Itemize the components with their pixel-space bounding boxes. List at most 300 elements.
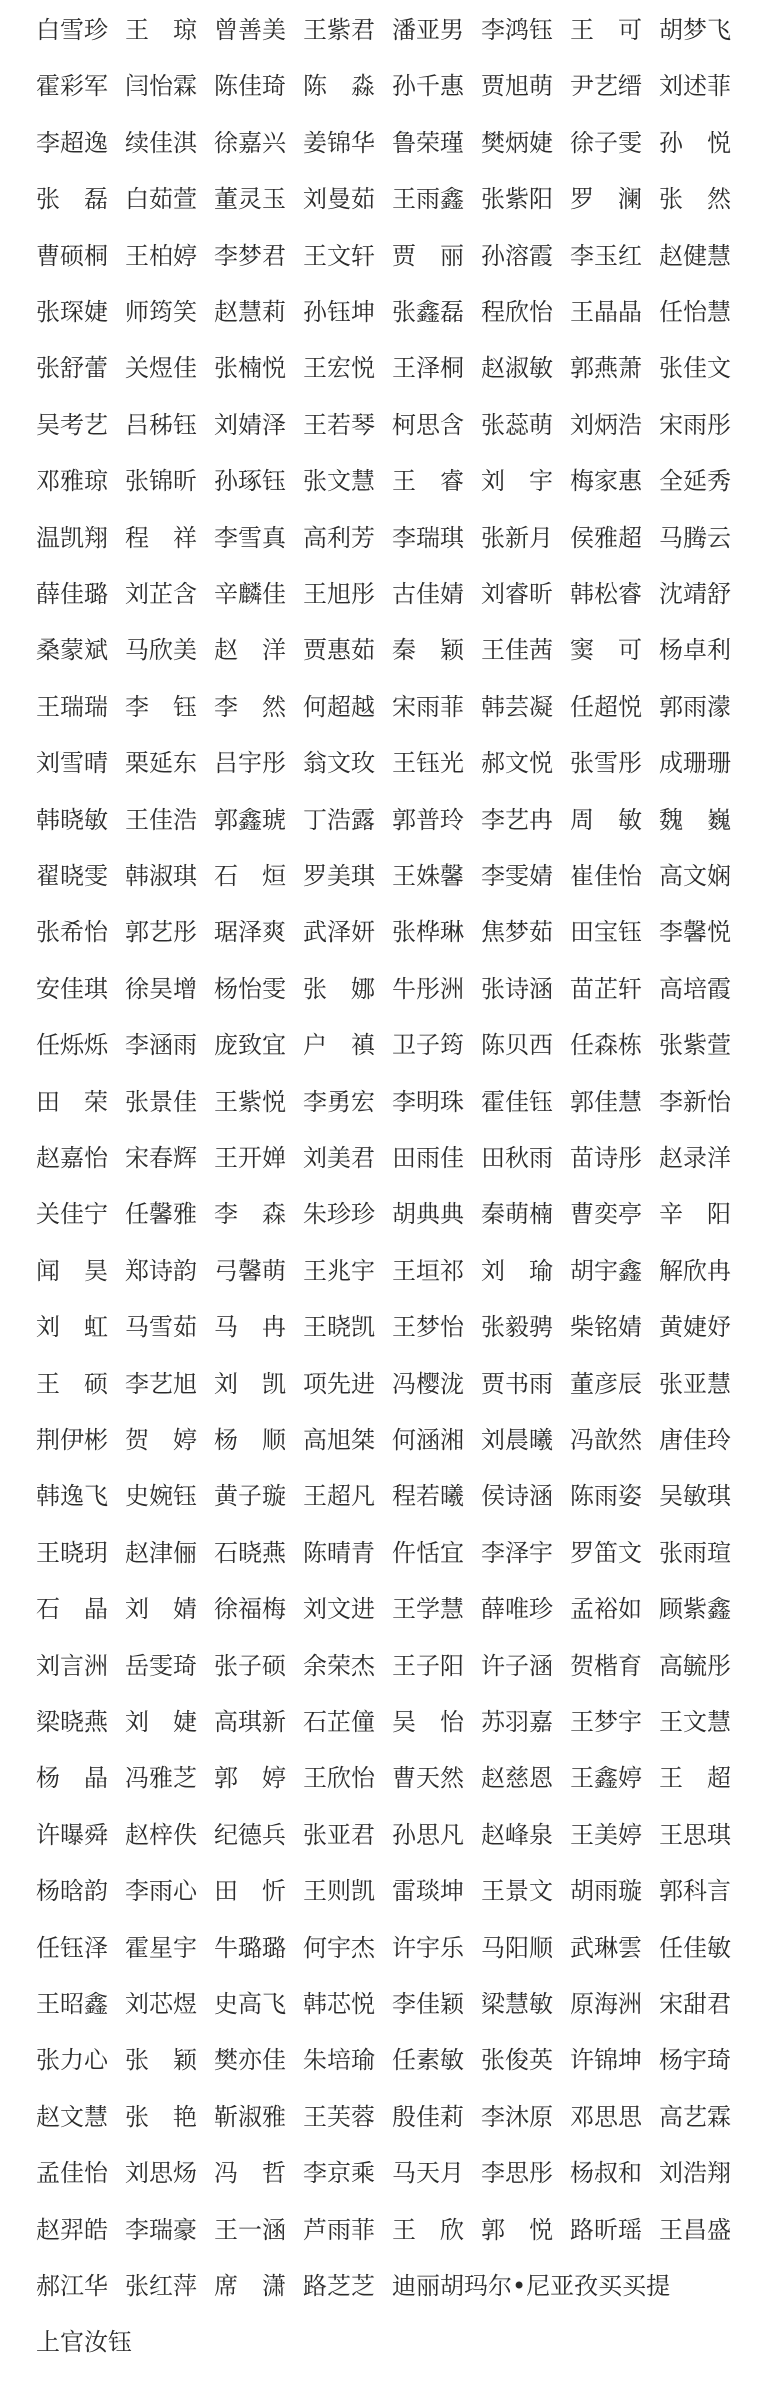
name-entry: 李明珠 [392, 1087, 464, 1116]
name-entry: 程欣怡 [481, 298, 553, 326]
name-entry: 樊亦佳 [214, 2046, 286, 2075]
name-entry: 王梦宇 [570, 1708, 642, 1736]
name-entry: 苗诗彤 [570, 1144, 642, 1172]
name-entry: 孙钰坤 [303, 298, 375, 326]
name-entry: 翟晓雯 [36, 862, 108, 890]
name-entry: 王若琴 [303, 410, 375, 439]
name-entry: 迪丽胡玛尔•尼亚孜买买提 [392, 2272, 671, 2300]
name-row [36, 1813, 748, 1857]
name-entry: 张舒蕾 [36, 354, 108, 383]
name-entry: 王晓凯 [303, 1313, 375, 1342]
name-entry: 张 颖 [125, 2046, 197, 2075]
name-entry: 顾紫鑫 [659, 1595, 731, 1624]
name-row [36, 459, 748, 503]
name-entry: 姜锦华 [303, 128, 375, 157]
name-entry: 韩晓敏 [36, 805, 108, 834]
name-row [36, 910, 748, 954]
name-entry: 王兆宇 [303, 1256, 375, 1285]
name-entry: 路昕瑶 [570, 2215, 642, 2244]
name-entry: 王超凡 [303, 1482, 375, 1511]
name-entry: 户 禛 [303, 1031, 375, 1060]
name-entry: 薛佳璐 [36, 580, 108, 608]
name-entry: 王紫悦 [214, 1087, 286, 1116]
name-entry: 宋雨菲 [392, 692, 464, 721]
name-row [36, 516, 748, 560]
name-entry: 苏羽嘉 [481, 1708, 553, 1736]
name-entry: 郭艺彤 [125, 918, 197, 947]
name-entry: 关佳宁 [36, 1200, 108, 1229]
name-row [36, 572, 748, 616]
name-entry: 杨卓利 [659, 636, 731, 665]
name-entry: 任钰泽 [36, 1933, 108, 1962]
name-entry: 刘睿昕 [481, 580, 553, 608]
name-entry: 冯歆然 [570, 1426, 642, 1454]
name-entry: 李雪真 [214, 523, 286, 552]
name-entry: 庞致宜 [214, 1031, 286, 1060]
name-entry: 潘亚男 [392, 16, 464, 44]
name-entry: 吴敏琪 [659, 1482, 731, 1511]
name-entry: 黄婕妤 [659, 1313, 731, 1342]
name-entry: 王雨鑫 [392, 185, 464, 214]
name-entry: 张子硕 [214, 1651, 286, 1680]
name-entry: 李艺旭 [125, 1369, 197, 1398]
name-entry: 吴考艺 [36, 410, 108, 439]
name-entry: 翁文玫 [303, 749, 375, 778]
name-entry: 王昌盛 [659, 2215, 731, 2244]
name-entry: 杨 晶 [36, 1764, 108, 1793]
name-entry: 苗芷轩 [570, 974, 642, 1003]
name-entry: 张蕊萌 [481, 410, 553, 439]
name-entry: 张桦琳 [392, 918, 464, 947]
name-entry: 曾善美 [214, 16, 286, 44]
name-entry: 石 晶 [36, 1595, 108, 1624]
name-entry: 全延秀 [659, 467, 731, 496]
name-entry: 许锦坤 [570, 2046, 642, 2075]
name-entry: 任佳敏 [659, 1933, 731, 1962]
name-entry: 霍彩军 [36, 72, 108, 101]
name-entry: 辛 阳 [659, 1200, 731, 1229]
name-entry: 田雨佳 [392, 1144, 464, 1172]
name-entry: 柴铭婧 [570, 1313, 642, 1342]
name-entry: 李佳颖 [392, 1990, 464, 2018]
name-entry: 鲁荣瑾 [392, 128, 464, 157]
name-entry: 张鑫磊 [392, 298, 464, 326]
name-entry: 任烁烁 [36, 1031, 108, 1060]
name-entry: 张俊英 [481, 2046, 553, 2075]
name-entry: 陈雨姿 [570, 1482, 642, 1511]
name-entry: 王文轩 [303, 241, 375, 270]
name-entry: 赵嘉怡 [36, 1144, 108, 1172]
name-entry: 琚泽爽 [214, 918, 286, 947]
name-row [36, 1305, 748, 1349]
name-entry: 张亚慧 [659, 1369, 731, 1398]
name-entry: 赵录洋 [659, 1144, 731, 1172]
name-row [36, 2264, 748, 2308]
name-entry: 马欣美 [125, 636, 197, 665]
name-entry: 陈 淼 [303, 72, 375, 101]
name-entry: 王则凯 [303, 1877, 375, 1906]
name-entry: 上官汝钰 [36, 2328, 132, 2357]
name-entry: 张文慧 [303, 467, 375, 496]
name-row [36, 1644, 748, 1688]
name-entry: 郭普玲 [392, 805, 464, 834]
name-entry: 任素敏 [392, 2046, 464, 2075]
name-entry: 马腾云 [659, 523, 731, 552]
name-entry: 李梦君 [214, 241, 286, 270]
name-entry: 魏 巍 [659, 805, 731, 834]
name-entry: 宋雨彤 [659, 410, 731, 439]
name-row [36, 1587, 748, 1631]
name-row [36, 967, 748, 1011]
name-entry: 赵慧莉 [214, 298, 286, 326]
name-row [36, 685, 748, 729]
name-entry: 刘炳浩 [570, 410, 642, 439]
name-entry: 石 烜 [214, 862, 286, 890]
name-entry: 王 超 [659, 1764, 731, 1793]
name-entry: 高培霞 [659, 974, 731, 1003]
name-entry: 仵恬宜 [392, 1538, 464, 1567]
name-entry: 任怡慧 [659, 298, 731, 326]
name-row [36, 798, 748, 842]
name-entry: 纪德兵 [214, 1820, 286, 1849]
name-row [36, 64, 748, 108]
name-entry: 李勇宏 [303, 1087, 375, 1116]
name-entry: 高琪新 [214, 1708, 286, 1736]
name-entry: 董灵玉 [214, 185, 286, 214]
name-entry: 窦 可 [570, 636, 642, 665]
name-entry: 席 潇 [214, 2272, 286, 2300]
name-entry: 王垣祁 [392, 1256, 464, 1285]
name-entry: 高文娴 [659, 862, 731, 890]
name-entry: 解欣冉 [659, 1256, 731, 1285]
name-entry: 刘婧泽 [214, 410, 286, 439]
name-entry: 师筠笑 [125, 298, 197, 326]
name-row [36, 1362, 748, 1406]
name-entry: 秦萌楠 [481, 1200, 553, 1229]
name-entry: 张雪彤 [570, 749, 642, 778]
name-entry: 曹天然 [392, 1764, 464, 1793]
name-entry: 马天月 [392, 2159, 464, 2188]
name-entry: 史高飞 [214, 1990, 286, 2018]
name-row [36, 1249, 748, 1293]
name-entry: 赵峰泉 [481, 1820, 553, 1849]
name-entry: 殷佳莉 [392, 2102, 464, 2131]
name-entry: 邓思思 [570, 2102, 642, 2131]
name-row [36, 403, 748, 447]
name-entry: 刘 凯 [214, 1369, 286, 1398]
name-row [36, 121, 748, 165]
name-entry: 唐佳玲 [659, 1426, 731, 1454]
name-entry: 闻 昊 [36, 1256, 108, 1285]
name-entry: 张紫阳 [481, 185, 553, 214]
name-entry: 李雨心 [125, 1877, 197, 1906]
name-entry: 董彦辰 [570, 1369, 642, 1398]
name-entry: 许宇乐 [392, 1933, 464, 1962]
name-entry: 马阳顺 [481, 1933, 553, 1962]
name-entry: 石晓燕 [214, 1538, 286, 1567]
name-entry: 张毅骋 [481, 1313, 553, 1342]
name-entry: 刘述菲 [659, 72, 731, 101]
name-entry: 张紫萱 [659, 1031, 731, 1060]
name-entry: 冯樱泷 [392, 1369, 464, 1398]
name-entry: 杨怡雯 [214, 974, 286, 1003]
name-entry: 李瑞豪 [125, 2215, 197, 2244]
name-entry: 李涵雨 [125, 1031, 197, 1060]
name-entry: 荆伊彬 [36, 1426, 108, 1454]
name-entry: 赵淑敏 [481, 354, 553, 383]
name-entry: 胡梦飞 [659, 16, 731, 44]
name-entry: 郝文悦 [481, 749, 553, 778]
name-entry: 王昭鑫 [36, 1990, 108, 2018]
name-entry: 张雨瑄 [659, 1538, 731, 1567]
name-row [36, 741, 748, 785]
name-row [36, 2151, 748, 2195]
name-entry: 岳雯琦 [125, 1651, 197, 1680]
name-entry: 郭雨濛 [659, 692, 731, 721]
name-entry: 牛彤洲 [392, 974, 464, 1003]
name-entry: 任超悦 [570, 692, 642, 721]
name-entry: 孙溶霞 [481, 241, 553, 270]
name-entry: 王景文 [481, 1877, 553, 1906]
name-entry: 沈靖舒 [659, 580, 731, 608]
name-entry: 王开婵 [214, 1144, 286, 1172]
name-entry: 薛唯珍 [481, 1595, 553, 1624]
name-entry: 罗美琪 [303, 862, 375, 890]
name-row [36, 1756, 748, 1800]
name-entry: 王钰光 [392, 749, 464, 778]
name-row [36, 290, 748, 334]
name-entry: 秦 颖 [392, 636, 464, 665]
name-entry: 张希怡 [36, 918, 108, 947]
name-entry: 曹奕亭 [570, 1200, 642, 1229]
name-entry: 刘雪晴 [36, 749, 108, 778]
name-entry: 张力心 [36, 2046, 108, 2075]
name-row [36, 1869, 748, 1913]
name-entry: 胡宇鑫 [570, 1256, 642, 1285]
name-entry: 郭燕萧 [570, 354, 642, 383]
name-row [36, 1023, 748, 1067]
name-entry: 崔佳怡 [570, 862, 642, 890]
name-entry: 贾书雨 [481, 1369, 553, 1398]
name-entry: 许曝舜 [36, 1820, 108, 1849]
name-entry: 李新怡 [659, 1087, 731, 1116]
name-entry: 安佳琪 [36, 974, 108, 1003]
name-entry: 王欣怡 [303, 1764, 375, 1793]
name-entry: 罗笛文 [570, 1538, 642, 1567]
name-entry: 赵羿皓 [36, 2215, 108, 2244]
name-entry: 闫怡霖 [125, 72, 197, 101]
name-entry: 卫子筠 [392, 1031, 464, 1060]
name-entry: 刘言洲 [36, 1651, 108, 1680]
name-entry: 孙琢钰 [214, 467, 286, 496]
name-entry: 王姝馨 [392, 862, 464, 890]
name-entry: 王旭彤 [303, 580, 375, 608]
name-entry: 朱培瑜 [303, 2046, 375, 2075]
name-entry: 郭 婷 [214, 1764, 286, 1793]
name-entry: 程 祥 [125, 523, 197, 552]
name-entry: 梁晓燕 [36, 1708, 108, 1736]
name-entry: 高艺霖 [659, 2102, 731, 2131]
name-entry: 王柏婷 [125, 241, 197, 270]
name-entry: 刘 宇 [481, 467, 553, 496]
name-entry: 杨 顺 [214, 1426, 286, 1454]
name-entry: 陈贝西 [481, 1031, 553, 1060]
name-entry: 韩芯悦 [303, 1990, 375, 2018]
name-row [36, 2208, 748, 2252]
name-entry: 陈佳琦 [214, 72, 286, 101]
name-entry: 王 欣 [392, 2215, 464, 2244]
name-entry: 张 然 [659, 185, 731, 214]
name-entry: 贺 婷 [125, 1426, 197, 1454]
name-entry: 续佳淇 [125, 128, 197, 157]
name-entry: 孙 悦 [659, 128, 731, 157]
name-entry: 郭鑫琥 [214, 805, 286, 834]
name-entry: 张 磊 [36, 185, 108, 214]
name-entry: 李鸿钰 [481, 16, 553, 44]
name-entry: 田宝钰 [570, 918, 642, 947]
name-entry: 武泽妍 [303, 918, 375, 947]
name-entry: 余荣杰 [303, 1651, 375, 1680]
name-entry: 郝江华 [36, 2272, 108, 2300]
name-entry: 史婉钰 [125, 1482, 197, 1511]
name-entry: 樊炳婕 [481, 128, 553, 157]
name-entry: 刘 虹 [36, 1313, 108, 1342]
name-row [36, 1926, 748, 1970]
name-entry: 张景佳 [125, 1087, 197, 1116]
name-entry: 成珊珊 [659, 749, 731, 778]
name-entry: 王一涵 [214, 2215, 286, 2244]
name-entry: 黄子璇 [214, 1482, 286, 1511]
name-entry: 赵梓佚 [125, 1820, 197, 1849]
name-row [36, 1982, 748, 2026]
name-entry: 韩松睿 [570, 580, 642, 608]
name-entry: 李沐原 [481, 2102, 553, 2131]
name-entry: 张 娜 [303, 974, 375, 1003]
name-entry: 路芝芝 [303, 2272, 375, 2300]
name-entry: 芦雨菲 [303, 2215, 375, 2244]
name-entry: 张 艳 [125, 2102, 197, 2131]
name-entry: 何超越 [303, 692, 375, 721]
name-entry: 王泽桐 [392, 354, 464, 383]
name-entry: 陈晴青 [303, 1538, 375, 1567]
name-entry: 武琳雲 [570, 1933, 642, 1962]
name-entry: 石芷僮 [303, 1708, 375, 1736]
name-entry: 王宏悦 [303, 354, 375, 383]
name-entry: 王芙蓉 [303, 2102, 375, 2131]
name-entry: 冯 哲 [214, 2159, 286, 2188]
name-entry: 高利芳 [303, 523, 375, 552]
name-row [36, 1474, 748, 1518]
name-entry: 田 荣 [36, 1087, 108, 1116]
name-entry: 郭科言 [659, 1877, 731, 1906]
name-row [36, 1080, 748, 1124]
name-entry: 田 忻 [214, 1877, 286, 1906]
name-entry: 王美婷 [570, 1820, 642, 1849]
name-entry: 李思彤 [481, 2159, 553, 2188]
name-entry: 古佳婧 [392, 580, 464, 608]
name-row [36, 346, 748, 390]
name-entry: 吕宇彤 [214, 749, 286, 778]
name-entry: 梅家惠 [570, 467, 642, 496]
name-entry: 刘思炀 [125, 2159, 197, 2188]
name-entry: 何涵湘 [392, 1426, 464, 1454]
name-entry: 关煜佳 [125, 354, 197, 383]
name-entry: 刘浩翔 [659, 2159, 731, 2188]
name-entry: 李艺冉 [481, 805, 553, 834]
name-entry: 郭 悦 [481, 2215, 553, 2244]
name-entry: 罗 澜 [570, 185, 642, 214]
name-entry: 梁慧敏 [481, 1990, 553, 2018]
name-entry: 刘 瑜 [481, 1256, 553, 1285]
name-entry: 贺楷育 [570, 1651, 642, 1680]
name-entry: 孙千惠 [392, 72, 464, 101]
name-entry: 曹硕桐 [36, 241, 108, 270]
name-row [36, 854, 748, 898]
name-row [36, 8, 748, 52]
name-entry: 刘曼茹 [303, 185, 375, 214]
name-entry: 贾旭萌 [481, 72, 553, 101]
name-entry: 王 琼 [125, 16, 197, 44]
name-entry: 孟裕如 [570, 1595, 642, 1624]
name-entry: 周 敏 [570, 805, 642, 834]
name-entry: 宋甜君 [659, 1990, 731, 2018]
name-entry: 宋春辉 [125, 1144, 197, 1172]
name-entry: 李玉红 [570, 241, 642, 270]
name-entry: 吕秭钰 [125, 410, 197, 439]
name-entry: 桑蒙斌 [36, 636, 108, 665]
name-entry: 高毓彤 [659, 1651, 731, 1680]
name-entry: 霍佳钰 [481, 1087, 553, 1116]
name-entry: 张楠悦 [214, 354, 286, 383]
name-entry: 马 冉 [214, 1313, 286, 1342]
name-entry: 韩芸凝 [481, 692, 553, 721]
name-entry: 程若曦 [392, 1482, 464, 1511]
name-row [36, 1418, 748, 1462]
name-entry: 王佳茜 [481, 636, 553, 665]
name-row [36, 1700, 748, 1744]
name-entry: 徐嘉兴 [214, 128, 286, 157]
name-entry: 王佳浩 [125, 805, 197, 834]
name-entry: 贾 丽 [392, 241, 464, 270]
name-entry: 王梦怡 [392, 1313, 464, 1342]
name-entry: 刘芯煜 [125, 1990, 197, 2018]
name-entry: 吴 怡 [392, 1708, 464, 1736]
name-entry: 李馨悦 [659, 918, 731, 947]
name-entry: 王瑞瑞 [36, 692, 108, 721]
name-entry: 张琛婕 [36, 298, 108, 326]
name-entry: 何宇杰 [303, 1933, 375, 1962]
name-entry: 王 硕 [36, 1369, 108, 1398]
name-entry: 徐子雯 [570, 128, 642, 157]
name-entry: 尹艺缙 [570, 72, 642, 101]
name-entry: 刘文进 [303, 1595, 375, 1624]
name-row [36, 2095, 748, 2139]
name-entry: 高旭桀 [303, 1426, 375, 1454]
name-entry: 李雯婧 [481, 862, 553, 890]
name-entry: 许子涵 [481, 1651, 553, 1680]
name-entry: 朱珍珍 [303, 1200, 375, 1229]
name-entry: 李 然 [214, 692, 286, 721]
name-entry: 任馨雅 [125, 1200, 197, 1229]
name-entry: 侯雅超 [570, 523, 642, 552]
name-entry: 项先进 [303, 1369, 375, 1398]
name-entry: 马雪茹 [125, 1313, 197, 1342]
name-entry: 杨晗韵 [36, 1877, 108, 1906]
name-entry: 弓馨萌 [214, 1256, 286, 1285]
name-entry: 田秋雨 [481, 1144, 553, 1172]
name-entry: 赵津俪 [125, 1538, 197, 1567]
name-entry: 焦梦茹 [481, 918, 553, 947]
